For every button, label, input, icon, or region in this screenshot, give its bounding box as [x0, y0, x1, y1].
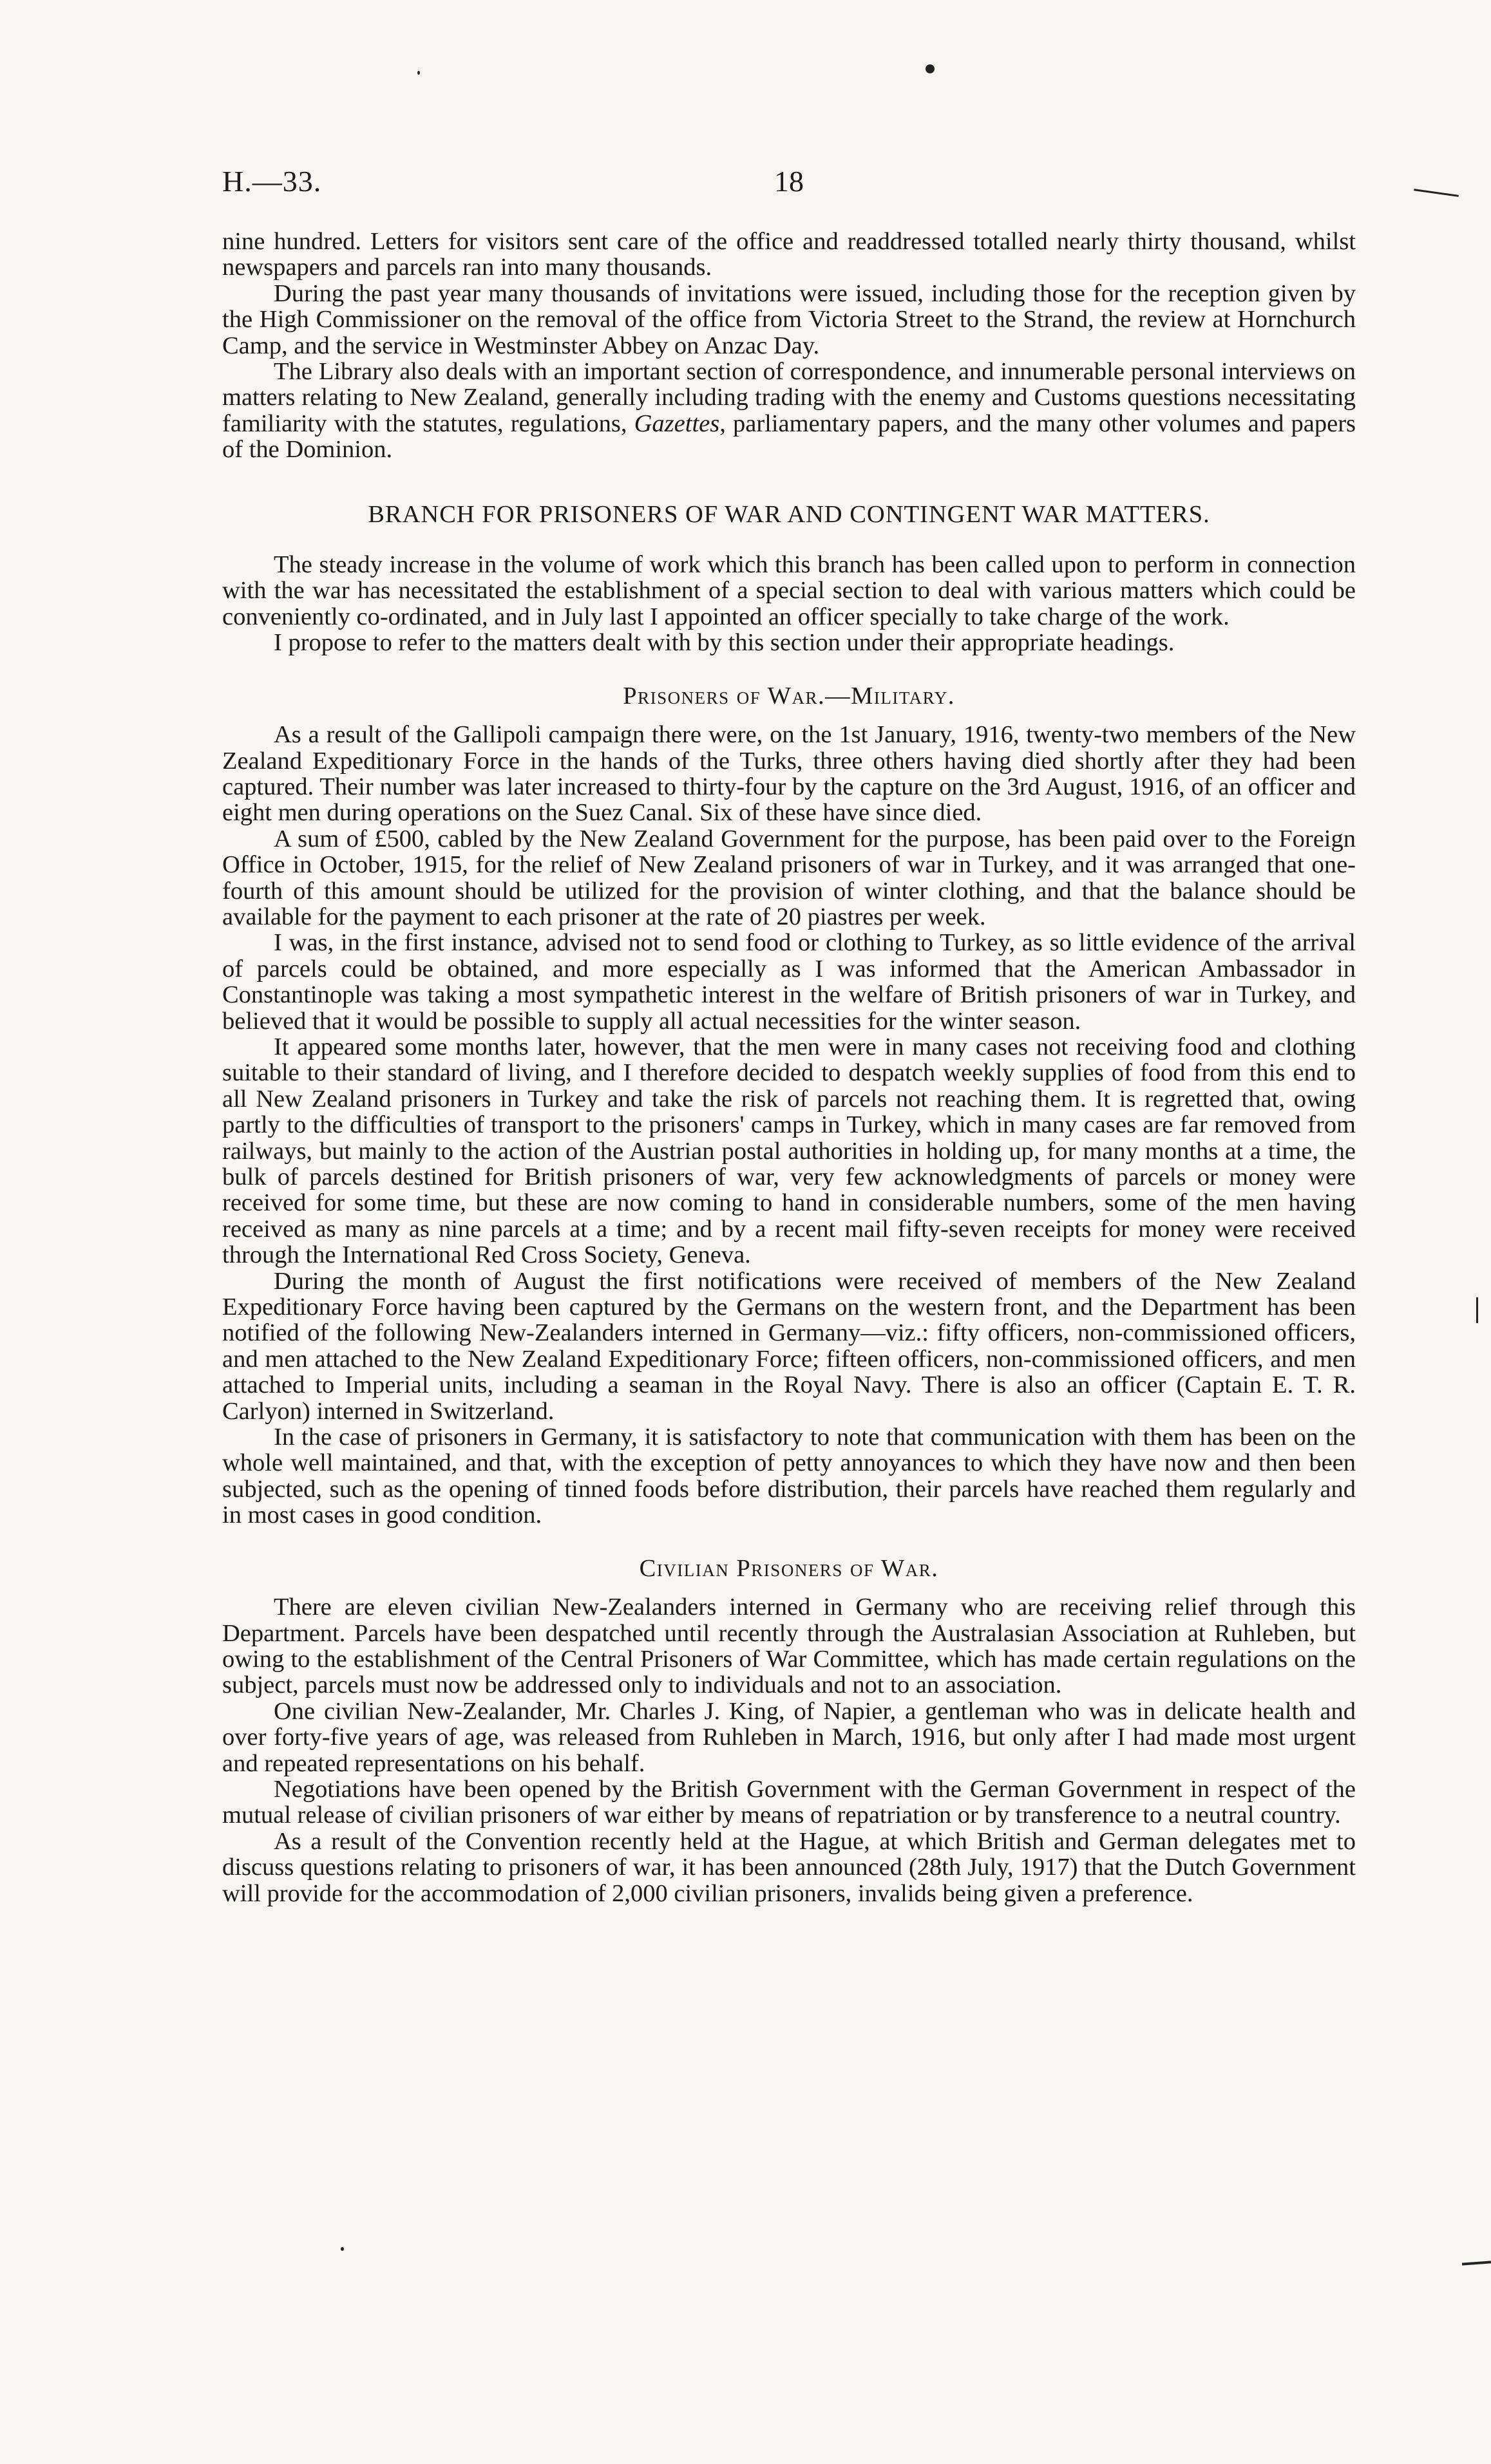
- paragraph-text: , parliamentary papers, and the many other volumes and papers of the Dominion.: [222, 409, 1356, 464]
- scan-speck: [341, 2247, 344, 2251]
- page-header: [222, 164, 1356, 209]
- paragraph-text: The Library also deals with an important section of correspondence, and innumerable personal interviews on matters relating to New Zealand, generally including trading with the enemy and Customs questions necessitating familiarity with the statutes, regulations,: [222, 358, 1356, 437]
- paragraph: The steady increase in the volume of work which this branch has been called upon to perform in connection with the war has necessitated the establishment of a special section to deal with various matters which could be conveniently co-ordinated, and in July last I appointed an officer specially to take charge of the work.: [222, 551, 1356, 630]
- paragraph: As a result of the Convention recently held at the Hague, at which British and German delegates met to discuss questions relating to prisoners of war, it has been announced (28th July, 1917) that the Dutch Government will provide for the accommodation of 2,000 civilian prisoners, invalids being given a preference.: [222, 1827, 1356, 1907]
- margin-mark: [1462, 2261, 1491, 2265]
- scan-speck: [926, 64, 935, 73]
- paragraph: [222, 359, 1356, 463]
- page-number: 18: [774, 165, 804, 198]
- document-code: H.—33.: [222, 165, 322, 198]
- paragraph: It appeared some months later, however, that the men were in many cases not receiving food and clothing suitable to their standard of living, and I therefore decided to despatch weekly supplies of food from this end to all New Zealand prisoners in Turkey and take the risk of parcels not reaching them. It is regretted that, owing partly to the difficulties of transport to the prisoners' camps in Turkey, which in many cases are far removed from railways, but mainly to the action of the Austrian postal authorities in holding up, for many months at a time, the bulk of parcels destined for British prisoners of war, very few acknowledgments of parcels or money were received for some time, but these are now coming to hand in considerable numbers, some of the men having received as many as nine parcels at a time; and by a recent mail fifty-seven receipts for money were received through the International Red Cross Society, Geneva.: [222, 1033, 1356, 1269]
- section-heading: BRANCH FOR PRISONERS OF WAR AND CONTINGENT WAR MATTERS.: [368, 500, 1210, 528]
- paragraph: nine hundred. Letters for visitors sent care of the office and readdressed totalled nearly thirty thousand, whilst newspapers and parcels ran into many thousands.: [222, 228, 1356, 281]
- scan-speck: [417, 71, 420, 75]
- paragraph: During the past year many thousands of invitations were issued, including those for the reception given by the High Commissioner on the removal of the office from Victoria Street to the Strand, the review at Hornchurch Camp, and the service in Westminster Abbey on Anzac Day.: [222, 279, 1356, 359]
- paragraph: In the case of prisoners in Germany, it is satisfactory to note that communication with them has been on the whole well maintained, and that, with the exception of petty annoyances to which they have now and then been subjected, such as the opening of tinned foods before distribution, their parcels have reached them regularly and in most cases in good condition.: [222, 1424, 1356, 1529]
- paragraph: There are eleven civilian New-Zealanders interned in Germany who are receiving relief through this Department. Parcels have been despatched until recently through the Australasian Association at Ruhleben, but owing to the establishment of the Central Prisoners of War Committee, which has made certain regulations on the subject, parcels must now be addressed only to individuals and not to an association.: [222, 1594, 1356, 1699]
- paragraph: One civilian New-Zealander, Mr. Charles J. King, of Napier, a gentleman who was in delicate health and over forty-five years of age, was released from Ruhleben in March, 1916, but only after I had made most urgent and repeated representations on his behalf.: [222, 1697, 1356, 1777]
- paragraph: I propose to refer to the matters dealt with by this section under their appropriate headings.: [274, 629, 1175, 657]
- paragraph: I was, in the first instance, advised not to send food or clothing to Turkey, as so little evidence of the arrival of parcels could be obtained, and more especially as I was informed that the American Ambassador in Constantinople was taking a most sympathetic interest in the welfare of British prisoners of war in Turkey, and believed that it would be possible to supply all actual necessities for the winter season.: [222, 929, 1356, 1035]
- paragraph: A sum of £500, cabled by the New Zealand Government for the purpose, has been paid over to the Foreign Office in October, 1915, for the relief of New Zealand prisoners of war in Turkey, and it was arranged that one-fourth of this amount should be utilized for the provision of winter clothing, and that the balance should be available for the payment to each prisoner at the rate of 20 piastres per week.: [222, 825, 1356, 930]
- subsection-heading: Prisoners of War.—Military.: [623, 682, 955, 710]
- document-body: [222, 229, 1356, 1906]
- italic-term: Gazettes: [634, 409, 720, 437]
- paragraph: As a result of the Gallipoli campaign there were, on the 1st January, 1916, twenty-two members of the New Zealand Expeditionary Force in the hands of the Turks, three others having died shortly after they had been captured. Their number was later increased to thirty-four by the capture on the 3rd August, 1916, of an officer and eight men during operations on the Suez Canal. Six of these have since died.: [222, 721, 1356, 827]
- paragraph: Negotiations have been opened by the British Government with the German Government in respect of the mutual release of civilian prisoners of war either by means of repatriation or by transference to a neutral country.: [222, 1775, 1356, 1829]
- margin-mark: [1476, 1297, 1478, 1323]
- margin-mark: [1414, 189, 1459, 197]
- subsection-heading: Civilian Prisoners of War.: [639, 1554, 939, 1582]
- paragraph: During the month of August the first notifications were received of members of the New Zealand Expeditionary Force having been captured by the Germans on the western front, and the Department has been notified of the following New-Zealanders interned in Germany—viz.: fifty officers, non-commissioned officers, and men attached to the New Zealand Expeditionary Force; fifteen officers, non-commissioned officers, and men attached to Imperial units, including a seaman in the Royal Navy. There is also an officer (Captain E. T. R. Carlyon) interned in Switzerland.: [222, 1267, 1356, 1425]
